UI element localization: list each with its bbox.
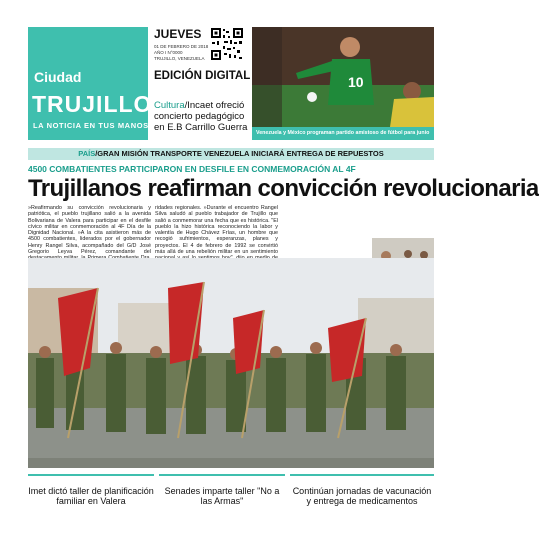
culture-teaser[interactable]: [154, 100, 250, 133]
story-teaser-3[interactable]: Continúan jornadas de vacunación y entrega de medicamentos: [290, 474, 434, 526]
culture-section-label: Cultura: [154, 100, 185, 111]
culture-teaser-text: /Incaet ofreció concierto pedagógico en E.B Carrillo Guerra: [154, 100, 248, 133]
football-photo[interactable]: [252, 27, 434, 140]
banner-text: /GRAN MISIÓN TRANSPORTE VENEZUELA INICIARÁ ENTREGA DE REPUESTOS: [95, 149, 384, 158]
story-teaser-2[interactable]: Senades imparte taller "No a las Armas": [159, 474, 285, 526]
issue-number: AÑO I N°0000: [154, 50, 183, 55]
masthead-city: Ciudad: [34, 69, 82, 85]
svg-text:10: 10: [348, 74, 364, 90]
issue-date: 01 DE FEBRERO DE 2018: [154, 44, 209, 49]
football-players-illustration: [252, 27, 434, 127]
lead-body-column-2: ridades regionales. »Durante el encuentro Rangel Silva saludó al pueblo trabajador de Trujillo que salió a conmemorar una fecha que es histórica. "El pueblo la hizo histórica reconociendo la labor y valentía de Hugo Chávez Frías, un hombre que recogió sufrimientos, esperanzas, planes y proyectos. El 4 de febrero de 1992 se convirtió más allá de una rebelión militar en un sentimiento: [155, 205, 278, 256]
lead-body-column-1: »Reafirmando su convicción revolucionaria y patriótica, el pueblo trujillano salió a la avenida Bolivariana de Valera para participar en el desfile cívico militar en conmemoración al 4F Día de la Dignidad Nacional. »A la cita asistieron más de 4500 combatientes, liderados por el gobernador Henry Rangel Silva, acompañado del G/D José Gregorio Leyva Pérez, comandante del: [28, 205, 151, 256]
lead-headline[interactable]: Trujillanos reafirman convicción revolucionaria: [28, 175, 539, 202]
masthead-tagline: LA NOTICIA EN TUS MANOS: [33, 121, 149, 130]
lead-kicker: 4500 COMBATIENTES PARTICIPARON EN DESFILE EN CONMEMORACIÓN AL 4F: [28, 164, 356, 174]
parade-photo[interactable]: [28, 258, 434, 468]
edition-label: EDICIÓN DIGITAL: [154, 70, 251, 82]
pais-banner[interactable]: [28, 148, 434, 160]
masthead-title: TRUJILLO: [32, 91, 153, 117]
parade-illustration: [28, 258, 434, 468]
issue-day: JUEVES: [154, 27, 202, 41]
banner-section-label: PAÍS: [78, 149, 96, 158]
qr-code-icon[interactable]: [210, 27, 244, 61]
story-teaser-1[interactable]: Imet dictó taller de planificación familiar en Valera: [28, 474, 154, 526]
masthead: [28, 27, 153, 140]
issue-place: TRUJILLO, VENEZUELA: [154, 56, 205, 61]
football-photo-caption: Venezuela y México programan partido amistoso de fútbol para junio: [252, 127, 434, 140]
